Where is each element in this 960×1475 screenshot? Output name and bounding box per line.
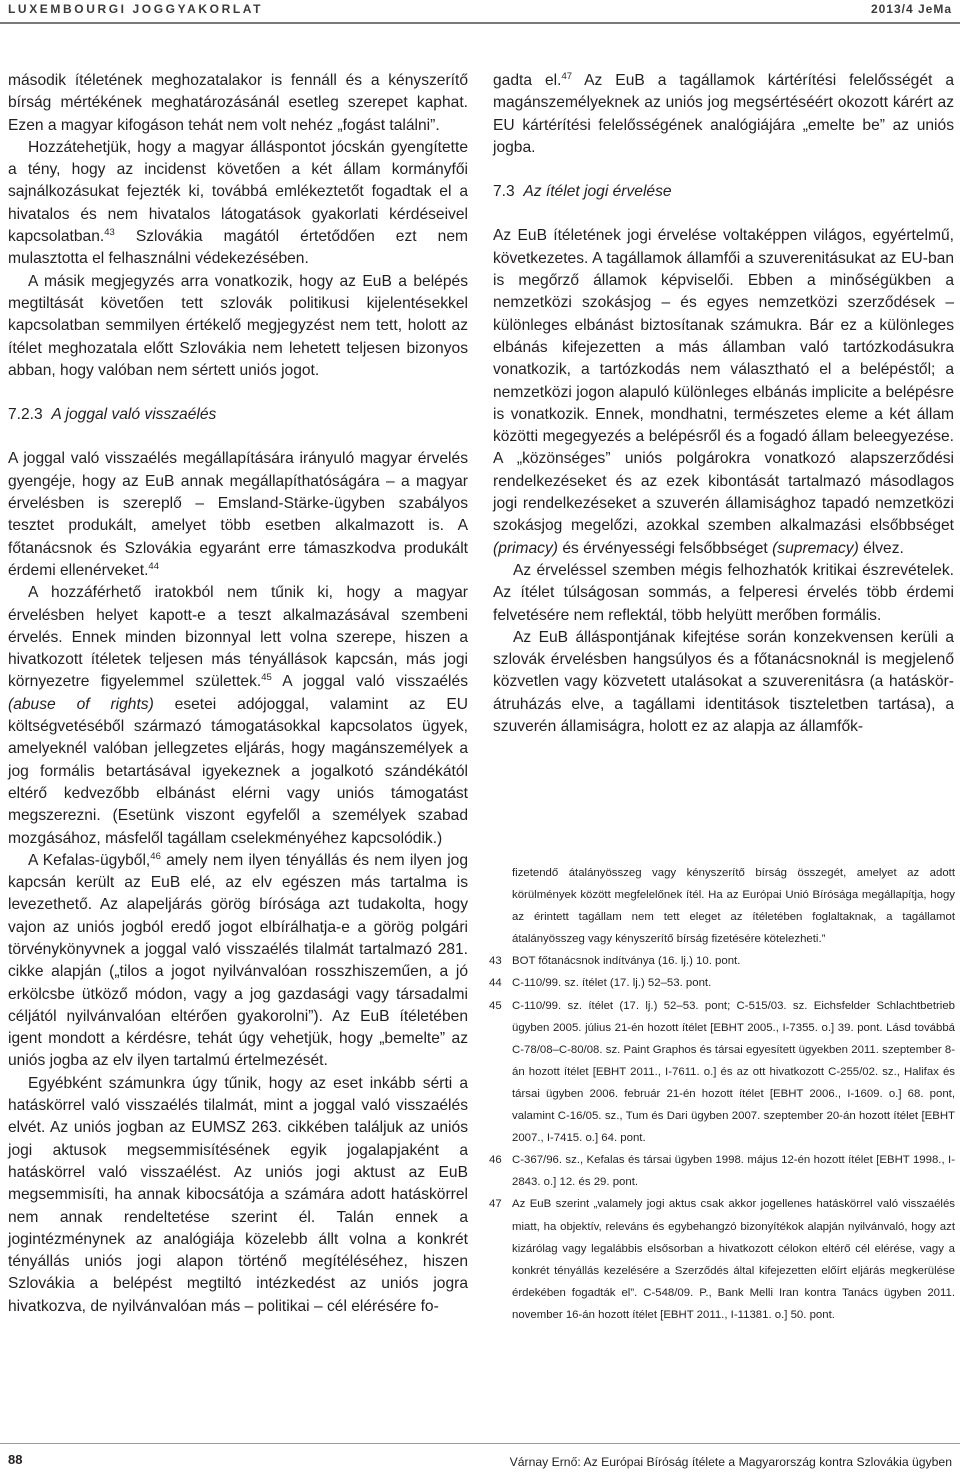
paragraph: A másik megjegyzés arra vonatkozik, hogy az EuB a belépés megtiltását követően tett szlovák politikusi kijelentésekkel kapcsolatban semmilyen értékelő megjegyzést nem tett, holott az ítélet meghozatala előtt Szlovákia nem lehetett teljesen bizonyos abban, hogy valóban nem sértett uniós jogot.	[8, 272, 468, 379]
paragraph: A Kefalas-ügyből,$^{46}$ amely nem ilyen tényállás és nem ilyen jog kapcsán került az EuB elé, az elv egészen más tartalma is levezethető. Az alapeljárás görög bírósága azt tudakolta, hogy vajon az uniós jogból eredő jogot elbírálhatja-e a görög polgári törvénykönyvnek a joggal való visszaélés tilalmát tartalmazó 281. cikke alapján („tilos a jogot nyilvánvalóan rosszhiszeműen, a jó erkölcsbe ütköző módon, vagy a jog gazdasági vagy társadalmi céljától nyilvánvalóan eltérően gyakorolni”). Az EuB ítéletében igent mondott a kérdésre, tehát úgy vehetjük, hogy „bemelte” az uniós jogba az elv ilyen tartalmú értelmezését.	[8, 850, 468, 1070]
paragraph: Hozzátehetjük, hogy a magyar álláspontot jócskán gyengítette a tény, hogy az incidenst követően a két állam kormányfői sajnálkozásukat fejezték ki, továbbá emlékeztetőt fogadtak el a hivatalos és nem hivatalos látogatások gyakorlati kérdéseivel kapcsolatban.$^{43}$ Szlovákia magától értetődően ezt nem mulasztotta el felhasználni védekezésében.	[8, 138, 468, 268]
footnote-ref: 44	[148, 560, 159, 572]
footnote: 45 C-110/99. sz. ítélet (17. lj.) 52–53. pont; C-515/03. sz. Eichsfelder Schlachtbetrieb ügyben 2005. július 21-én hozott ítélet [EBHT 2005., I-7355. o.] 39. pont. Lásd továbbá C-78/08–C-80/08. sz. Paint Graphos és társai egyesített ügyekben 2011. szeptember 8-án hozott ítélet [EBHT 2011., I-7611. o.] és az ott hivatkozott C-255/02. sz., Halifax és társai ügyben 2006. február 21-én hozott ítélet [EBHT 2006., I-1609. o.] 68. pont, valamint C-16/05. sz., Tum és Dari ügyben 2007. szeptember 20-án hozott ítélet [EBHT 2007., I-7415. o.] 64. pont.	[489, 999, 955, 1145]
footer-rule	[0, 1443, 960, 1444]
footnote: 46 C-367/96. sz., Kefalas és társai ügyben 1998. május 12-én hozott ítélet [EBHT 1998., I-2843. o.] 12. és 29. pont.	[489, 1154, 955, 1189]
footnote-ref: 45	[261, 672, 272, 684]
page-number: 88	[8, 1452, 23, 1467]
paragraph: A hozzáférhető iratokból nem tűnik ki, hogy a magyar érvelésben helyet kapott-e a teszt alkalmazásával szembeni érvelés. Ennek minden bizonnyal lett volna szerepe, hiszen a hivatkozott ítéletek teljesen más tényállások kapcsán, más jogi környezetre figyelemmel születtek.$^{45}$ A joggal való visszaélés (abuse of rights) esetei adójoggal, valamint az EU költségvetéséből származó támogatásokkal kapcsolatos ügyek, amelyeknél valóban jellegzetes eljárás, hogy magánszemélyek a jog formális betartásával igyekeznek a jogalkotó szándékától eltérő kedvezőbb elbánást elérni vagy uniós támogatást megszerezni. (Esetünk viszont egyfelől a személyek szabad mozgásához, másfelől tagállam cselekményéhez kapcsolódik.)	[8, 584, 468, 847]
journal-title: LUXEMBOURGI JOGGYAKORLAT	[8, 2, 264, 16]
footnotes	[489, 862, 955, 1326]
paragraph: gadta el.$^{47}$ Az EuB a tagállamok kártérítési felelősségét a magánszemélyeknek az uniós jog megsértéséért okozott kárért az EU kártérítési felelősségének analógiájára „emelte be” az uniós jogba.	[493, 71, 954, 156]
right-column	[493, 70, 954, 738]
left-column	[8, 70, 468, 1318]
footnote-ref: 47	[561, 71, 573, 82]
running-header	[0, 0, 960, 24]
paragraph: Az EuB álláspontjának kifejtése során konzekvensen kerüli a szlovák érvelésben hangsúlyos és a főtanácsnoknál is megjelenő közvetlen vagy közvetett utalásokat a szuverenitásra (a hatáskör-átruházás elve, a tagállami identitások tiszteletben tartása), a szuverén államiságra, holott ez az alapja az államfők-	[493, 628, 954, 736]
paragraph: Az EuB ítéletének jogi érvelése voltaképpen világos, egyértelmű, következetes. A tagállamok államfői a szuverenitásukat az EU-ban is megőrző államok képviselői. Ebben a minőségükben a nemzetközi szokásjog – és egyes nemzetközi szerződések – különleges elbánást biztosítanak számukra. Bár ez a különleges elbánás kifejezetten a más államban való tartózkodásukra vonatkozik, a tartózkodás nem választható el a belépéstől; a nemzetközi jogon alapuló különleges elbánás implicite a belépésre is vonatkozik. Ennek, mondhatni, természetes eleme a két állam közötti megegyezés a belépésről és a fogadó állam beleegyezése. A „közönséges” uniós polgárokra vonatkozó alapszerződési rendelkezéseket és az ezek kibontását tartalmazó másodlagos jogi rendelkezéseket a szuverén államisághoz tapadó nemzetközi szokásjog megelőzi, azokkal szemben alkalmazási elsőbbséget (primacy) és érvényességi felsőbbséget (supremacy) élvez.	[493, 227, 954, 557]
footnote-ref: 46	[150, 850, 161, 862]
footnote-ref: 43	[104, 227, 115, 239]
section-heading: 7.2.3 A joggal való visszaélés	[8, 406, 217, 424]
footnote: 44 C-110/99. sz. ítélet (17. lj.) 52–53. pont.	[489, 977, 712, 990]
header-rule	[0, 22, 960, 24]
footnote-continuation: fizetendő átalányösszeg vagy kényszerítő bírság összegét, amelyet az adott körülmények között megfelelőnek ítél. Ha az Európai Unió Bírósága megállapítja, hogy az érintett tagállam nem tett eleget az ítéletében foglaltaknak, a tagállamot átalányösszeg vagy kényszerítő bírság fizetésére kötelezheti.”	[512, 867, 955, 946]
paragraph: Az érveléssel szemben mégis felhozhatók kritikai észrevételek. Az ítélet túlságosan sommás, a felperesi érvelés több érdemi felvetésére nem reflektál, több helyütt merőben formális.	[493, 561, 954, 624]
section-heading: 7.3 Az ítélet jogi érvelése	[493, 183, 672, 201]
footnote: 43 BOT főtanácsnok indítványa (16. lj.) 10. pont.	[489, 955, 741, 968]
footnote: 47 Az EuB szerint „valamely jogi aktus csak akkor jogellenes hatáskörrel való visszaélés miatt, ha objektív, releváns és egybehangzó bizonyítékok alapján nyilvánvaló, hogy azt kizárólag vagy legalábbis elsősorban a hivatkozott célokon eltérő cél elérése, vagy a konkrét tényállás kezelésére a Szerződés által kifejezetten előírt eljárás megkerülése érdekében fogadták el”. C-548/09. P., Bank Melli Iran kontra Tanács ügyben 2011. november 16-án hozott ítélet [EBHT 2011., I-11381. o.] 50. pont.	[489, 1198, 955, 1321]
paragraph: A joggal való visszaélés megállapítására irányuló magyar érvelés gyengéje, hogy az EuB annak megállapíthatóságára – a magyar érvelésben is szereplő – Emsland-Stärke-ügyben szabályos tesztet produkált, amelyet több esetben alkalmazott is. A főtanácsnok és Szlovákia egyaránt erre támaszkodva produkált érdemi ellenérveket.$^{44}$	[8, 450, 468, 579]
running-footer: Várnay Ernő: Az Európai Bíróság ítélete a Magyarország kontra Szlovákia ügyben	[509, 1455, 952, 1469]
paragraph: Egyébként számunkra úgy tűnik, hogy az eset inkább sérti a hatáskörrel való visszaélés tilalmát, mint a joggal való visszaélés elvét. Az uniós jogban az EUMSZ 263. cikkében találjuk az uniós jogi aktusok megsemmisítésének egyik jogalapjaként a hatáskörrel való visszaélést. Az uniós jogi aktust az EuB megsemmisíti, ha annak kibocsátója a számára adott hatáskörrel nem annak rendeltetése szerint él. Talán ennek a jogintézménynek az analógiája közelebb állt volna a konkrét tényállás uniós jogi alapon történő megítéléséhez, hiszen Szlovákia a belépést megtiltó intézkedést az uniós jogra hivatkozva, de nyilvánvalóan más – politikai – cél elérésére fo-	[8, 1074, 468, 1315]
issue-label: 2013/4 JeMa	[870, 2, 952, 16]
paragraph: második ítéletének meghozatalakor is fennáll és a kényszerítő bírság mértékének meghatározásánál esetleg szerepet kaphat. Ezen a magyar kifogáson tehát nem volt nehéz „fogást találni”.	[8, 72, 468, 134]
